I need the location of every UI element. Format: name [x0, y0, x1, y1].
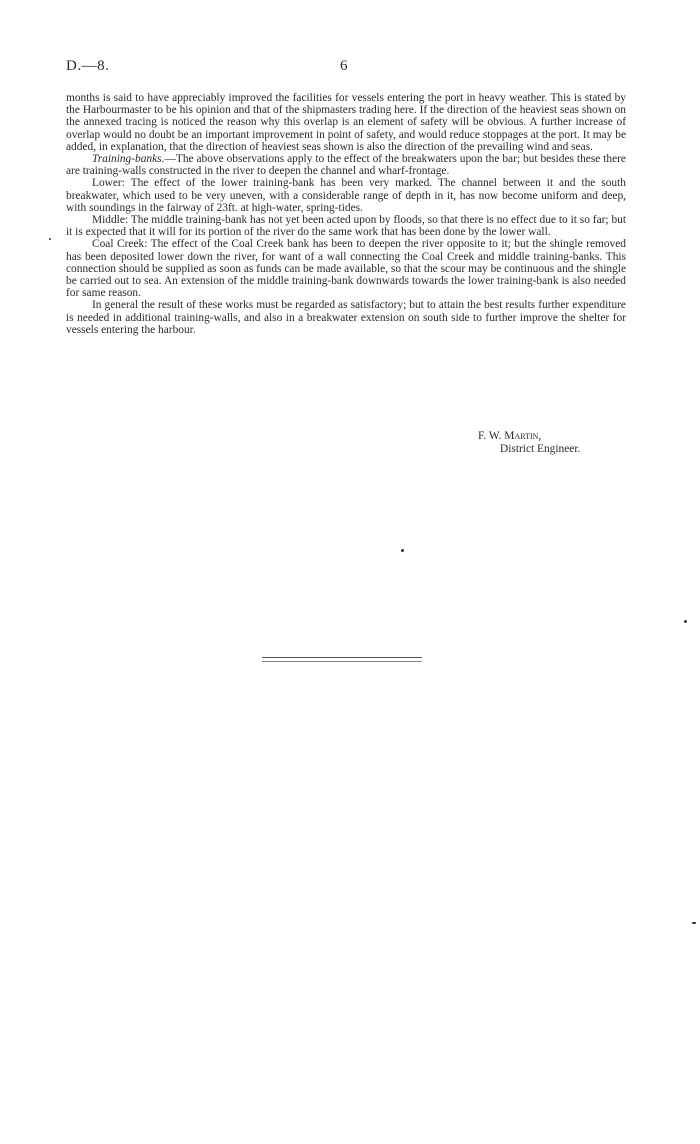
signatory-name: F. W. Martin, — [478, 430, 542, 442]
print-speck — [692, 922, 696, 924]
training-banks-text: —The above observations apply to the effect of the breakwaters upon the bar; but besides these there are training-walls constructed in the river to deepen the channel and wharf-frontage. — [66, 153, 626, 178]
page-number: 6 — [340, 58, 348, 74]
paragraph-conclusion: In general the result of these works must be regarded as satisfactory; but to attain the best results further expenditure is needed in additional training-walls, and also in a breakwater extension on south side to further improve the shelter for vessels entering the harbour. — [66, 299, 626, 336]
signature-block — [478, 430, 580, 456]
print-speck — [684, 620, 687, 623]
section-heading-training-banks: Training-banks. — [92, 153, 165, 166]
document-reference: D.—8. — [66, 58, 110, 74]
print-speck — [49, 238, 51, 240]
paragraph-coal-creek: Coal Creek: The effect of the Coal Creek bank has been to deepen the river opposite to it; but the shingle removed has been deposited lower down the river, for want of a wall connecting the Coal Creek and middle training-banks. This connection should be supplied as soon as funds can be made available, so that the scour may be continuous and the shingle be carried out to sea. An extension of the middle training-bank downwards towards the lower training-bank is also needed for same reason. — [66, 238, 626, 300]
paragraph-middle-bank: Middle: The middle training-bank has not yet been acted upon by floods, so that there is no effect due to it so far; but it is expected that it will for its portion of the river do the same work that has been done by the lower wall. — [66, 214, 626, 239]
print-speck — [401, 549, 404, 552]
page-header — [66, 58, 626, 82]
end-rule — [262, 657, 422, 662]
paragraph-continuation: months is said to have appreciably improved the facilities for vessels entering the port in heavy weather. This is stated by the Harbourmaster to be his opinion and that of the shipmasters trading here. If the direction of the heaviest seas shown on the annexed tracing is noticed the reason why this overlap is an element of safety will be obvious. A further increase of overlap would no doubt be an important improvement in point of safety, and would reduce stoppages at the port. It may be added, in explanation, that the direction of heaviest seas shown is also the direction of the prevailing wind and seas. — [66, 92, 626, 153]
paragraph-training-banks — [66, 153, 626, 177]
paragraph-lower-bank: Lower: The effect of the lower training-bank has been very marked. The channel between it and the south breakwater, which used to be very uneven, with a considerable range of depth in it, has now become uniform and deep, with soundings in the fairway of 23ft. at high-water, spring-tides. — [66, 177, 626, 214]
body-text — [66, 92, 626, 336]
signatory-title: District Engineer. — [500, 443, 581, 455]
